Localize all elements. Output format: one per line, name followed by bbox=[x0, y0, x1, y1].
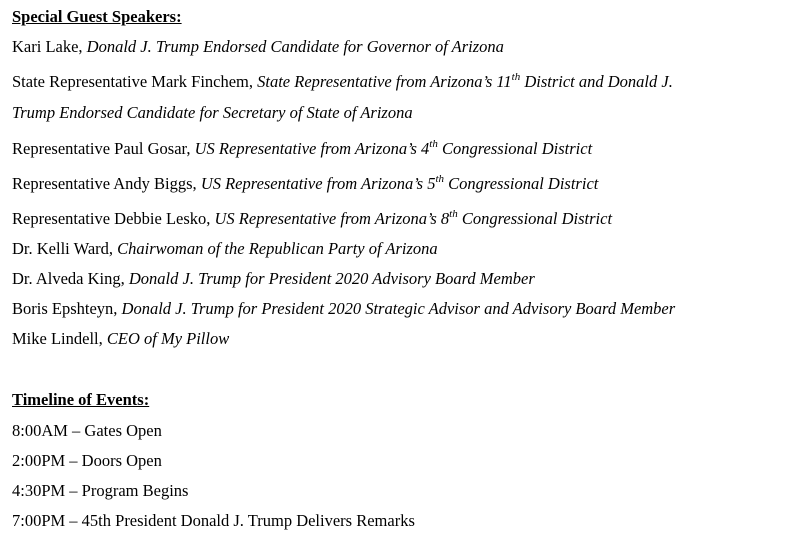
speaker-role-part: State Representative from Arizona’s 11 bbox=[257, 72, 512, 91]
speakers-heading: Special Guest Speakers: bbox=[12, 7, 182, 26]
speaker-line-mark-finchem bbox=[12, 72, 673, 92]
speaker-role: Chairwoman of the Republican Party of Arizona bbox=[117, 239, 438, 258]
speaker-role: Donald J. Trump for President 2020 Advisory Board Member bbox=[128, 269, 535, 288]
speaker-role bbox=[201, 174, 599, 193]
speaker-role-part: Congressional District bbox=[444, 174, 599, 193]
timeline-item: 7:00PM – 45th President Donald J. Trump Delivers Remarks bbox=[12, 511, 415, 530]
speaker-name: Boris Epshteyn, bbox=[12, 299, 122, 318]
speaker-role-part: District and Donald J. bbox=[520, 72, 673, 91]
speaker-line-debbie-lesko bbox=[12, 209, 612, 229]
speaker-name: Mike Lindell, bbox=[12, 329, 107, 348]
ordinal-suffix: th bbox=[511, 70, 521, 83]
speaker-role bbox=[257, 72, 673, 91]
speaker-name: Dr. Kelli Ward, bbox=[12, 239, 118, 258]
speaker-name: Representative Paul Gosar, bbox=[12, 139, 195, 158]
speaker-name: Representative Andy Biggs, bbox=[12, 174, 201, 193]
speaker-role bbox=[195, 139, 593, 158]
speaker-role-part: Congressional District bbox=[437, 139, 593, 158]
speaker-name: State Representative Mark Finchem, bbox=[12, 72, 258, 91]
speaker-role: Donald J. Trump Endorsed Candidate for Governor of Arizona bbox=[86, 37, 504, 56]
speaker-line-paul-gosar bbox=[12, 139, 592, 159]
ordinal-suffix: th bbox=[435, 172, 445, 185]
speaker-line-mike-lindell bbox=[12, 329, 229, 349]
speaker-role: Donald J. Trump for President 2020 Strategic Advisor and Advisory Board Member bbox=[121, 299, 676, 318]
speaker-line-andy-biggs bbox=[12, 174, 598, 194]
speaker-role: CEO of My Pillow bbox=[106, 329, 230, 348]
speaker-role-continuation: Trump Endorsed Candidate for Secretary of State of Arizona bbox=[12, 103, 413, 122]
timeline-item: 4:30PM – Program Begins bbox=[12, 481, 189, 500]
speaker-role-part: US Representative from Arizona’s 5 bbox=[200, 174, 436, 193]
speaker-name: Representative Debbie Lesko, bbox=[12, 209, 215, 228]
timeline-heading: Timeline of Events: bbox=[12, 390, 150, 409]
speaker-role-part: US Representative from Arizona’s 8 bbox=[214, 209, 450, 228]
ordinal-suffix: th bbox=[429, 137, 438, 150]
ordinal-suffix: th bbox=[449, 207, 458, 220]
speaker-role-part: Congressional District bbox=[457, 209, 613, 228]
speaker-line-alveda-king bbox=[12, 269, 535, 289]
timeline-item: 2:00PM – Doors Open bbox=[12, 451, 162, 470]
speaker-line-boris-epshteyn bbox=[12, 299, 675, 319]
speaker-name: Kari Lake, bbox=[12, 37, 87, 56]
speaker-role-part: US Representative from Arizona’s 4 bbox=[194, 139, 430, 158]
speaker-name: Dr. Alveda King, bbox=[12, 269, 129, 288]
speaker-line-kari-lake bbox=[12, 37, 504, 57]
timeline-item: 8:00AM – Gates Open bbox=[12, 421, 162, 440]
speaker-line-kelli-ward bbox=[12, 239, 438, 259]
speaker-role bbox=[215, 209, 613, 228]
